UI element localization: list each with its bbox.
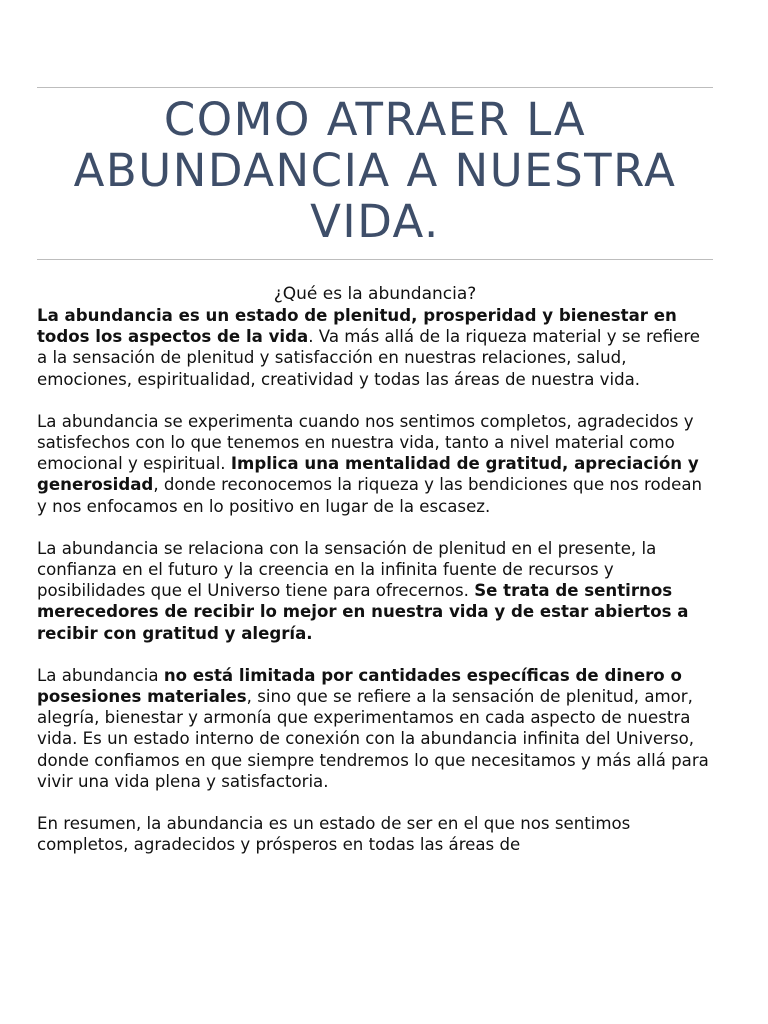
text-run: La abundancia se experimenta cuando nos sentimos completos, agradecidos y satisfechos con lo que tenemos en nuestra vida, tanto a nivel material como emocional y espiritual. bbox=[37, 411, 694, 474]
text-run: . Va más allá de la riqueza material y se refiere a la sensación de plenitud y satisfacción en nuestras relaciones, salud, emociones, espiritualidad, creatividad y todas las áreas de nuestra vida. bbox=[37, 327, 701, 389]
bold-text-run: La abundancia es un estado de plenitud, prosperidad y bienestar en todos los aspectos de la vida bbox=[37, 306, 677, 347]
bold-text-run: no está limitada por cantidades específicas de dinero o posesiones materiales bbox=[37, 665, 682, 707]
section-heading: ¿Qué es la abundancia? bbox=[273, 284, 477, 304]
text-run: , donde reconocemos la riqueza y las bendiciones que nos rodean y nos enfocamos en lo positivo en lugar de la escasez. bbox=[37, 475, 703, 516]
text-run: La abundancia se relaciona con la sensación de plenitud en el presente, la confianza en el futuro y la creencia en la infinita fuente de recursos y posibilidades que el Universo tiene para ofrecernos. bbox=[37, 538, 657, 601]
body-paragraph bbox=[37, 665, 713, 792]
text-run: , sino que se refiere a la sensación de plenitud, amor, alegría, bienestar y armonía que experimentamos en cada aspecto de nuestra vida. Es un estado interno de conexión con la abundancia infinita del Universo, donde confiamos en que siempre tendremos lo que necesitamos y más allá para vivir una vida plena y satisfactoria. bbox=[37, 687, 709, 791]
body-paragraph bbox=[37, 538, 713, 644]
bold-text-run: Se trata de sentirnos merecedores de recibir lo mejor en nuestra vida y de estar abiertos a recibir con gratitud y alegría. bbox=[37, 581, 689, 643]
text-run: La abundancia bbox=[37, 665, 164, 685]
body-paragraph bbox=[37, 813, 713, 855]
document-body bbox=[37, 305, 713, 855]
document-title: COMO ATRAER LA ABUNDANCIA A NUESTRA VIDA. bbox=[73, 93, 677, 248]
text-run: En resumen, la abundancia es un estado de ser en el que nos sentimos completos, agradecidos y prósperos en todas las áreas de bbox=[37, 814, 631, 855]
document-page bbox=[37, 87, 713, 876]
bold-text-run: Implica una mentalidad de gratitud, apreciación y generosidad bbox=[37, 454, 699, 495]
body-paragraph bbox=[37, 305, 713, 390]
body-paragraph bbox=[37, 411, 713, 517]
title-bottom-rule bbox=[37, 259, 713, 260]
